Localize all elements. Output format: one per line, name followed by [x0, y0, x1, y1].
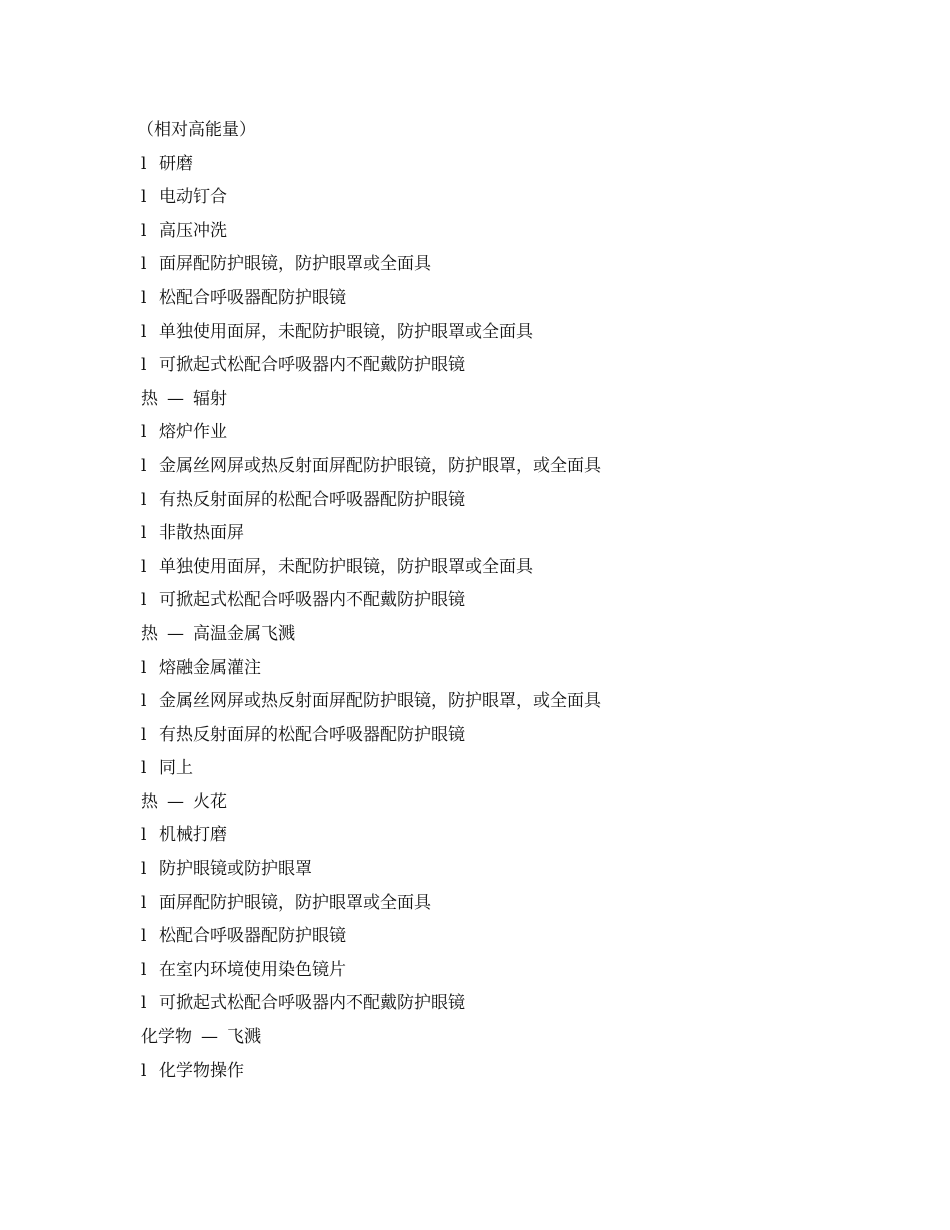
hazard-heading: [141, 621, 881, 655]
bullet-item: [141, 822, 881, 856]
heading-part: 火花: [193, 791, 227, 812]
bullet-item: [141, 251, 881, 285]
hazard-heading: [141, 386, 881, 420]
bullet-item: [141, 218, 881, 252]
bullet-marker: l: [141, 657, 147, 678]
bullet-text: 防护眼镜或防护眼罩: [159, 859, 312, 880]
bullet-marker: l: [141, 926, 147, 947]
heading-part: 化学物: [141, 1027, 192, 1048]
heading-part: —: [167, 623, 184, 644]
bullet-text: 金属丝网屏或热反射面屏配防护眼镜，防护眼罩，或全面具: [159, 691, 601, 712]
heading-part: 飞溅: [227, 1027, 261, 1048]
bullet-text: 电动钉合: [159, 187, 227, 208]
bullet-marker: l: [141, 422, 147, 443]
bullet-text: 化学物操作: [159, 1060, 244, 1081]
bullet-marker: l: [141, 355, 147, 376]
bullet-marker: l: [141, 758, 147, 779]
bullet-text: 在室内环境使用染色镜片: [159, 959, 346, 980]
bullet-text: 可掀起式松配合呼吸器内不配戴防护眼镜: [159, 590, 465, 611]
bullet-text: 金属丝网屏或热反射面屏配防护眼镜，防护眼罩，或全面具: [159, 455, 601, 476]
bullet-item: [141, 856, 881, 890]
bullet-marker: l: [141, 220, 147, 241]
bullet-marker: l: [141, 1060, 147, 1081]
bullet-marker: l: [141, 556, 147, 577]
bullet-item: [141, 923, 881, 957]
bullet-marker: l: [141, 590, 147, 611]
bullet-text: 同上: [159, 758, 193, 779]
bullet-text: 熔炉作业: [159, 422, 227, 443]
bullet-marker: l: [141, 691, 147, 712]
hazard-heading: [141, 1024, 881, 1058]
bullet-text: 有热反射面屏的松配合呼吸器配防护眼镜: [159, 489, 465, 510]
bullet-marker: l: [141, 153, 147, 174]
heading-part: —: [167, 791, 184, 812]
bullet-marker: l: [141, 455, 147, 476]
bullet-item: [141, 554, 881, 588]
bullet-text: 面屏配防护眼镜，防护眼罩或全面具: [159, 892, 431, 913]
hazard-heading: [141, 789, 881, 823]
bullet-text: 单独使用面屏，未配防护眼镜，防护眼罩或全面具: [159, 556, 533, 577]
heading-part: 热: [141, 388, 158, 409]
bullet-item: [141, 453, 881, 487]
document-body: [137, 117, 881, 1091]
bullet-item: [141, 285, 881, 319]
bullet-item: [141, 957, 881, 991]
bullet-item: [141, 319, 881, 353]
bullet-item: [141, 655, 881, 689]
bullet-marker: l: [141, 959, 147, 980]
bullet-item: [141, 352, 881, 386]
bullet-text: 非散热面屏: [159, 523, 244, 544]
bullet-item: [141, 688, 881, 722]
bullet-text: 高压冲洗: [159, 220, 227, 241]
bullet-text: 可掀起式松配合呼吸器内不配戴防护眼镜: [159, 993, 465, 1014]
heading-part: 热: [141, 791, 158, 812]
bullet-marker: l: [141, 825, 147, 846]
heading-part: 辐射: [193, 388, 227, 409]
bullet-item: [141, 151, 881, 185]
bullet-item: [141, 487, 881, 521]
bullet-text: 面屏配防护眼镜，防护眼罩或全面具: [159, 254, 431, 275]
bullet-item: [141, 520, 881, 554]
bullet-text: 研磨: [159, 153, 193, 174]
bullet-marker: l: [141, 993, 147, 1014]
bullet-text: 机械打磨: [159, 825, 227, 846]
bullet-marker: l: [141, 523, 147, 544]
bullet-marker: l: [141, 859, 147, 880]
heading-part: —: [167, 388, 184, 409]
bullet-marker: l: [141, 287, 147, 308]
section-note: （相对高能量）: [137, 120, 256, 140]
bullet-item: [141, 890, 881, 924]
bullet-marker: l: [141, 892, 147, 913]
bullet-item: [141, 722, 881, 756]
bullet-text: 单独使用面屏，未配防护眼镜，防护眼罩或全面具: [159, 321, 533, 342]
heading-part: —: [201, 1027, 218, 1048]
bullet-item: [141, 990, 881, 1024]
bullet-text: 熔融金属灌注: [159, 657, 261, 678]
bullet-text: 有热反射面屏的松配合呼吸器配防护眼镜: [159, 724, 465, 745]
bullet-text: 可掀起式松配合呼吸器内不配戴防护眼镜: [159, 355, 465, 376]
bullet-item: [141, 587, 881, 621]
heading-part: 热: [141, 623, 158, 644]
bullet-marker: l: [141, 489, 147, 510]
bullet-text: 松配合呼吸器配防护眼镜: [159, 926, 346, 947]
bullet-marker: l: [141, 254, 147, 275]
bullet-text: 松配合呼吸器配防护眼镜: [159, 287, 346, 308]
bullet-marker: l: [141, 187, 147, 208]
bullet-item: [141, 419, 881, 453]
bullet-item: [141, 755, 881, 789]
bullet-marker: l: [141, 724, 147, 745]
heading-part: 高温金属飞溅: [193, 623, 295, 644]
bullet-item: [141, 184, 881, 218]
bullet-item: [141, 1058, 881, 1092]
bullet-marker: l: [141, 321, 147, 342]
